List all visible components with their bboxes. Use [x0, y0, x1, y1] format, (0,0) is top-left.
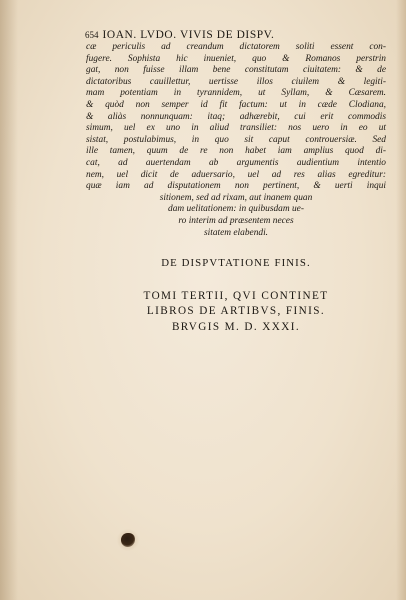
text-line: cæ periculis ad creandum dictatorem soliti essent con- [86, 42, 386, 52]
text-line: & quòd non semper id fit factum: ut in cæde Clodiana, [86, 99, 386, 110]
page-number: 654 [85, 30, 99, 40]
text-line: quæ iam ad disputationem non pertinent, & uerti inqui [86, 181, 386, 192]
text-line: sistat, postulabimus, in quo sit caput controuersiæ. Sed [86, 134, 386, 145]
running-head [85, 29, 385, 41]
text-line: sitionem, sed ad rixam, aut inanem quan [159, 192, 313, 203]
colophon-line: TOMI TERTII, QVI CONTINET [143, 290, 329, 302]
colophon [86, 289, 386, 335]
body-text [86, 42, 386, 239]
text-line: dictatoribus cauillettur, uertisse illos ciuilem & legiti- [86, 76, 386, 87]
running-head-title: IOAN. LVDO. VIVIS DE DISPV. [102, 29, 275, 41]
text-line: gat, non fuisse illam bene constitutam ciuitatem: & de [86, 65, 386, 76]
text-line: sitatem elabendi. [203, 227, 269, 238]
text-line: & aliàs nonnunquam: itaq; adhærebit, cui erit commodis [86, 111, 386, 122]
text-line: simum, uel ex uno in aliud transiliet: nos uero in eo ut [86, 123, 386, 134]
colophon-line: LIBROS DE ARTIBVS, FINIS. [146, 305, 326, 318]
section-end-heading: DE DISPVTATIONE FINIS. [161, 257, 311, 269]
text-line: mam potentiam in tyrannidem, ut Syllam, & Cæsarem. [86, 88, 386, 99]
text-line: cat, ad auertendam ab argumentis audientium intentio [86, 157, 386, 168]
text-line: ille tamen, quum de re non habet iam amplius quod di- [86, 146, 386, 157]
text-line: nem, uel dicit de aduersario, uel ad res alias egreditur: [86, 169, 386, 180]
text-line: ro interim ad præsentem neces [178, 215, 294, 226]
text-line: dam uelitationem: in quibusdam ue- [168, 204, 304, 215]
text-line: fugere. Sophista hic inueniet, quo & Romanos perstrin [86, 53, 386, 64]
colophon-line: BRVGIS M. D. XXXI. [171, 320, 301, 333]
